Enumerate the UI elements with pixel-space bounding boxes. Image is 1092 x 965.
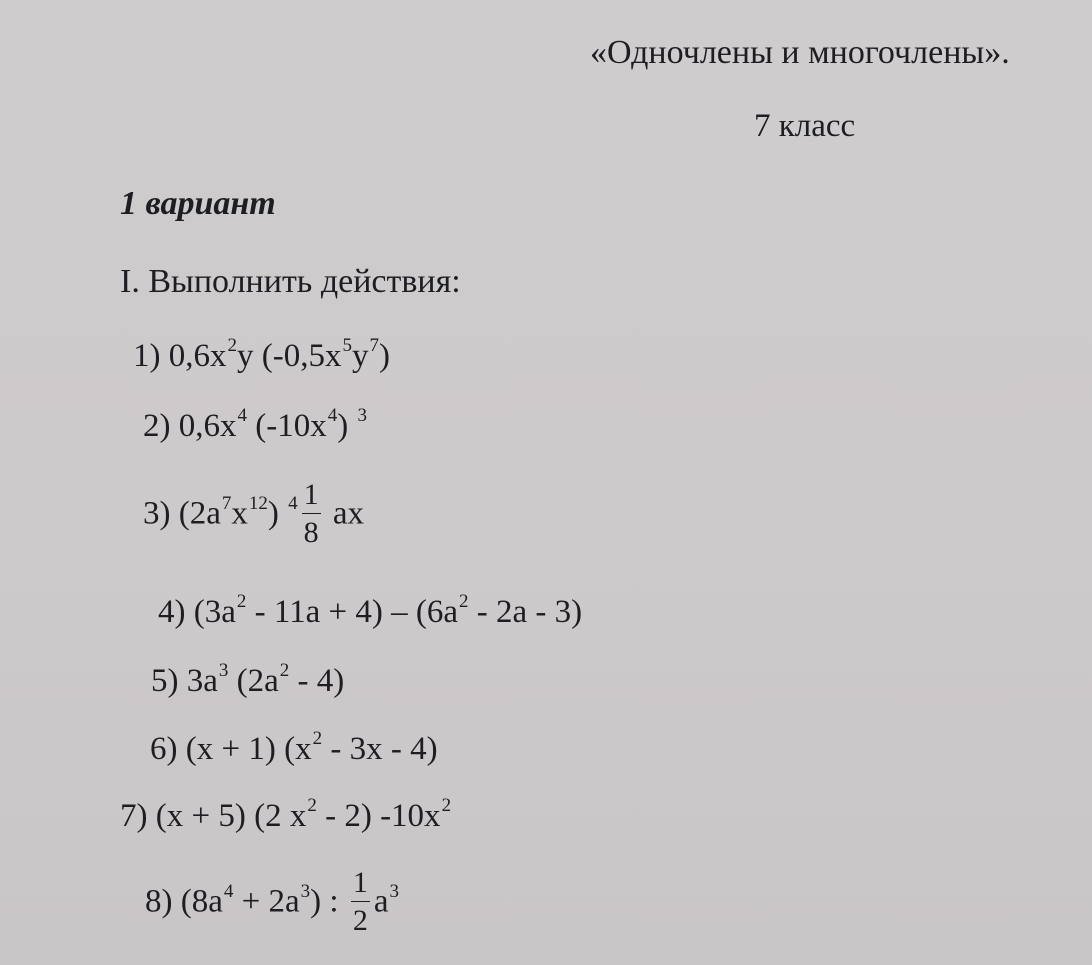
exponent: 2 xyxy=(312,728,323,749)
expr-part: (x + 1) (x xyxy=(185,731,312,767)
exponent: 7 xyxy=(221,492,232,514)
exponent: 2 xyxy=(227,335,237,356)
expr-part: - 4) xyxy=(297,663,345,699)
fraction-denominator: 8 xyxy=(303,516,319,549)
exponent: 2 xyxy=(307,795,317,816)
exercise-number: 5) xyxy=(151,663,179,699)
exponent: 4 xyxy=(237,405,247,426)
exponent: 3 xyxy=(218,660,229,681)
exponent: 3 xyxy=(389,880,399,902)
expr-part: - 2a - 3) xyxy=(476,594,583,630)
exercise-number: 4) xyxy=(158,594,186,630)
expr-part: (8a xyxy=(180,883,223,920)
expr-part: + 2a xyxy=(241,883,300,920)
exercise-7 xyxy=(120,795,452,834)
exponent: 2 xyxy=(236,591,247,612)
fraction xyxy=(351,868,370,936)
grade-label: 7 класс xyxy=(754,108,856,144)
exercise-number: 2) xyxy=(143,408,171,444)
expr-part: ) xyxy=(267,495,279,532)
expr-part: 0,6x xyxy=(178,408,237,444)
expr-part: - 11a + 4) – (6a xyxy=(254,594,459,630)
exercise-6 xyxy=(150,728,438,767)
expr-part: y xyxy=(351,338,369,374)
variant-heading: 1 вариант xyxy=(120,185,276,222)
expr-part: (2a xyxy=(236,663,279,699)
task-heading: I. Выполнить действия: xyxy=(120,263,461,300)
exercise-2 xyxy=(143,405,367,444)
exercise-number: 3) xyxy=(143,495,171,532)
expr-part: (3a xyxy=(193,594,236,630)
expr-part: x xyxy=(231,495,248,532)
expr-part: - 2) -10x xyxy=(325,798,441,834)
exercise-5 xyxy=(151,660,345,699)
exercise-number: 6) xyxy=(150,731,178,767)
expr-part: (x + 5) (2 x xyxy=(155,798,307,834)
expr-part: (2a xyxy=(178,495,221,532)
exponent: 7 xyxy=(369,335,379,356)
expr-part: ) xyxy=(337,408,349,444)
fraction xyxy=(302,480,321,548)
exponent: 4 xyxy=(288,492,298,514)
expr-part: ) : xyxy=(310,883,339,920)
expr-part: (-10x xyxy=(255,408,327,444)
exponent: 3 xyxy=(300,880,311,902)
exercise-4 xyxy=(158,591,583,630)
expr-part: ) xyxy=(378,338,390,374)
expr-part: 3a xyxy=(186,663,218,699)
worksheet-title: «Одночлены и многочлены». xyxy=(590,34,1010,71)
expr-part: ax xyxy=(332,495,365,532)
exercise-number: 8) xyxy=(145,883,173,920)
exercise-3 xyxy=(143,478,365,550)
exercise-8 xyxy=(145,866,399,938)
exponent: 4 xyxy=(327,405,338,426)
expr-part: y (-0,5x xyxy=(237,338,342,374)
exponent: 4 xyxy=(223,880,234,902)
exponent: 12 xyxy=(248,492,268,514)
exponent: 3 xyxy=(357,405,367,426)
exponent: 2 xyxy=(459,591,469,612)
fraction-numerator: 1 xyxy=(302,480,321,514)
expr-part: a xyxy=(373,883,389,920)
expr-part: - 3x - 4) xyxy=(330,731,438,767)
exponent: 2 xyxy=(279,660,290,681)
exponent: 2 xyxy=(441,795,452,816)
expr-part: 0,6x xyxy=(168,338,227,374)
exponent: 5 xyxy=(342,335,352,356)
exercise-number: 1) xyxy=(133,338,161,374)
fraction-denominator: 2 xyxy=(352,904,368,937)
exercise-1 xyxy=(133,335,390,374)
fraction-numerator: 1 xyxy=(351,868,370,902)
exercise-number: 7) xyxy=(120,798,148,834)
